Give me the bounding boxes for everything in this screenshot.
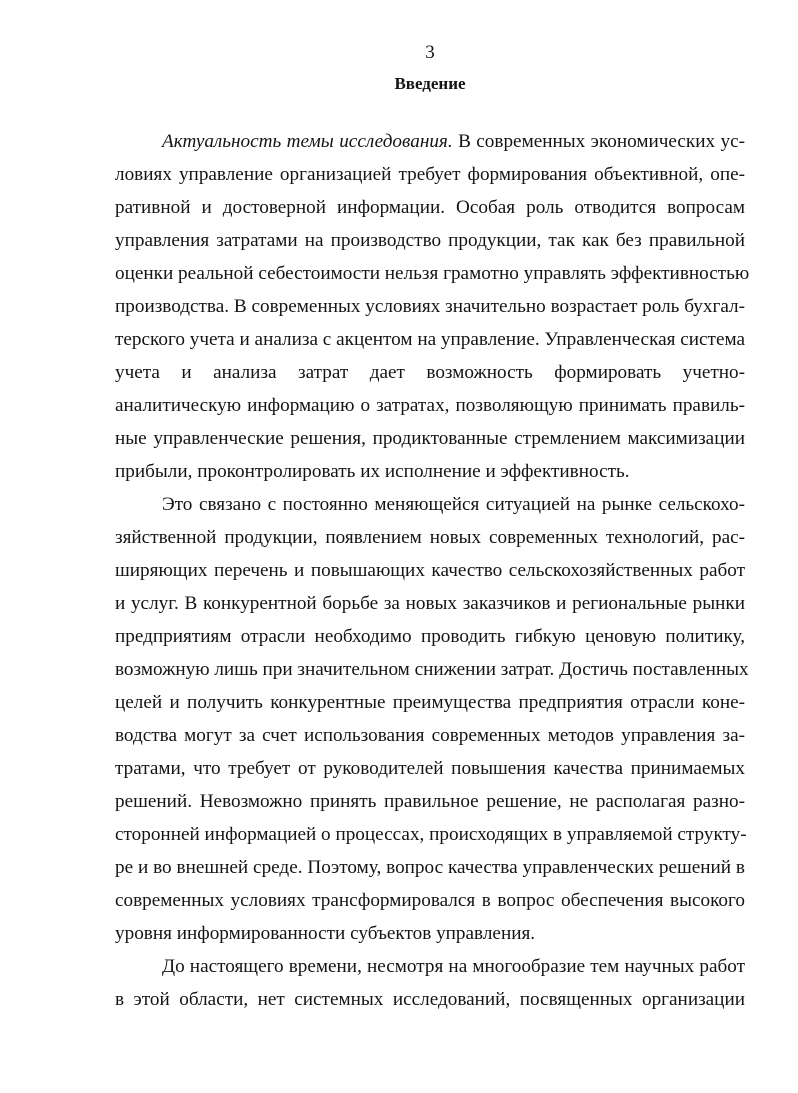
text-line: целей и получить конкурентные преимущества предприятия отрасли коне-: [115, 692, 745, 713]
text-line: ширяющих перечень и повышающих качество сельскохозяйственных работ: [115, 560, 745, 581]
text-line: ративной и достоверной информации. Особая роль отводится вопросам: [115, 197, 745, 218]
text-line: сторонней информацией о процессах, происходящих в управляемой структу-: [115, 824, 747, 845]
text-line: производства. В современных условиях значительно возрастает роль бухгал-: [115, 296, 745, 317]
text-line: управления затратами на производство продукции, так как без правильной: [115, 230, 745, 251]
italic-lead: Актуальность темы исследования.: [162, 131, 453, 152]
text-line: [162, 130, 745, 154]
text-line: уровня информированности субъектов управления.: [115, 923, 536, 944]
text-line: возможную лишь при значительном снижении затрат. Достичь поставленных: [115, 659, 749, 680]
text-line: водства могут за счет использования современных методов управления за-: [115, 725, 745, 746]
text-line: решений. Невозможно принять правильное решение, не располагая разно-: [115, 791, 745, 812]
text-line: ловиях управление организацией требует формирования объективной, опе-: [115, 164, 745, 185]
text-line: терского учета и анализа с акцентом на управление. Управленческая система: [115, 329, 745, 350]
text-line: современных условиях трансформировался в вопрос обеспечения высокого: [115, 890, 745, 911]
text-line: ре и во внешней среде. Поэтому, вопрос качества управленческих решений в: [115, 857, 745, 878]
text-line: ные управленческие решения, продиктованные стремлением максимизации: [115, 428, 745, 449]
text-line: предприятиям отрасли необходимо проводить гибкую ценовую политику,: [115, 626, 745, 647]
section-heading: Введение: [394, 74, 466, 93]
text-line: До настоящего времени, несмотря на многообразие тем научных работ: [162, 956, 745, 977]
text-line: аналитическую информацию о затратах, позволяющую принимать правиль-: [115, 395, 745, 416]
text-line: в этой области, нет системных исследований, посвященных организации: [115, 989, 745, 1010]
text-line: тратами, что требует от руководителей повышения качества принимаемых: [115, 758, 745, 779]
text-line: учета и анализа затрат дает возможность формировать учетно-: [115, 362, 745, 383]
text-line: и услуг. В конкурентной борьбе за новых заказчиков и региональные рынки: [115, 593, 745, 614]
page-number: 3: [425, 42, 435, 63]
text-line: Это связано с постоянно меняющейся ситуацией на рынке сельскохо-: [162, 494, 745, 515]
text-line: зяйственной продукции, появлением новых современных технологий, рас-: [115, 527, 745, 548]
text-line: прибыли, проконтролировать их исполнение и эффективность.: [115, 461, 630, 482]
text-line: оценки реальной себестоимости нельзя грамотно управлять эффективностью: [115, 263, 750, 284]
line-text: В современных экономических ус-: [452, 131, 746, 152]
